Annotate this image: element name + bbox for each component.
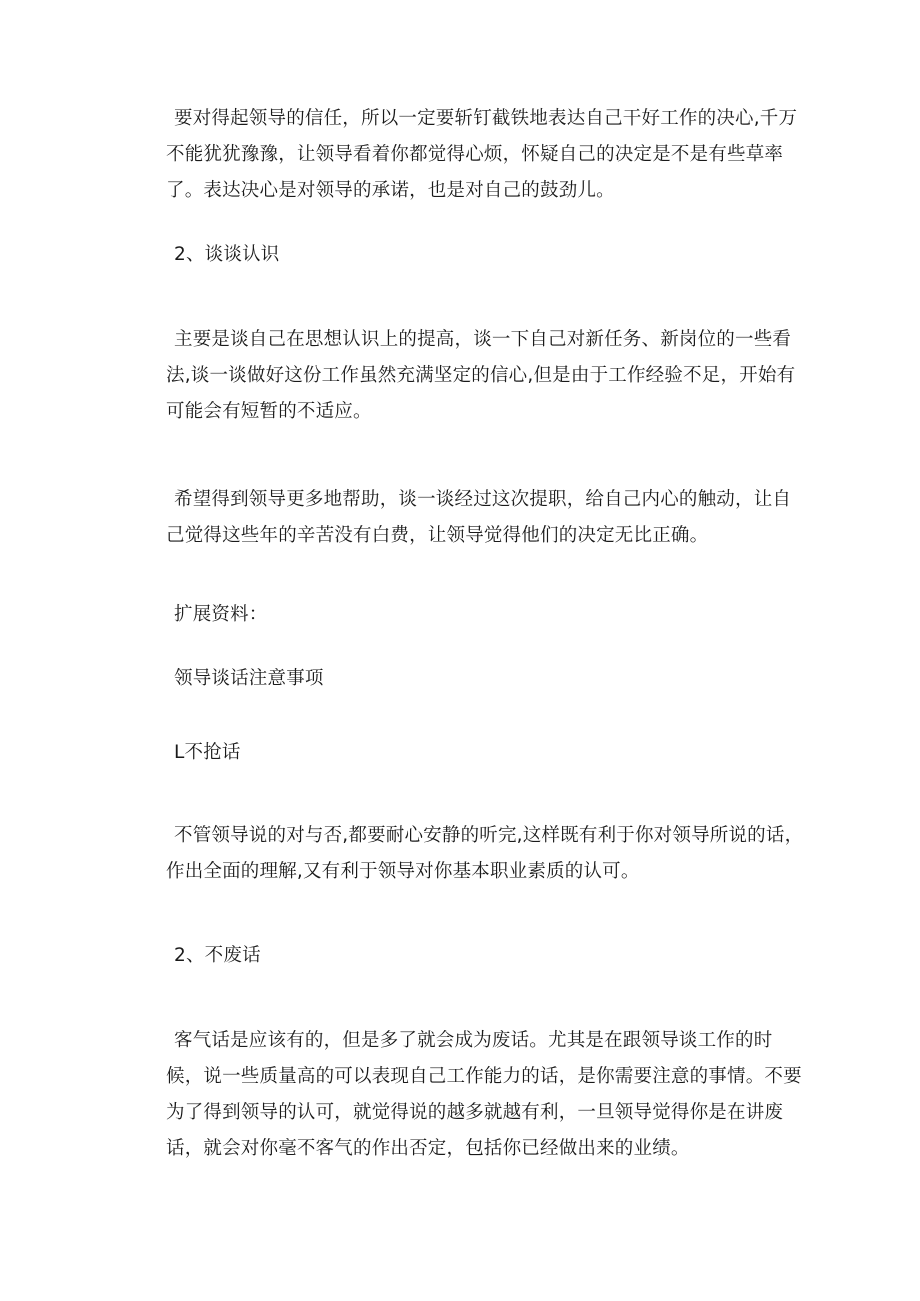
heading-talk-understanding: 2、谈谈认识 <box>174 244 280 265</box>
heading-talk-notes: 领导谈话注意事项 <box>174 668 324 689</box>
heading-no-nonsense: 2、不废话 <box>174 945 261 966</box>
paragraph-determination <box>166 101 806 209</box>
paragraph-hope-help <box>166 482 806 554</box>
paragraph-no-nonsense <box>166 1023 806 1167</box>
paragraph-text: 希望得到领导更多地帮助，谈一谈经过这次提职，给自己内心的触动，让自己觉得这些年的辛苦没有白费，让领导觉得他们的决定无比正确。 <box>166 489 792 546</box>
paragraph-text: 要对得起领导的信任，所以一定要斩钉截铁地表达自己干好工作的决心,千万不能犹犹豫豫，让领导看着你都觉得心烦，怀疑自己的决定是不是有些草率了。表达决心是对领导的承诺，也是对自己的鼓劲儿。 <box>166 108 798 201</box>
paragraph-text: 不管领导说的对与否,都要耐心安静的听完,这样既有利于你对领导所说的话，作出全面的理解,又有利于领导对你基本职业素质的认可。 <box>166 825 804 882</box>
heading-extended-material: 扩展资料： <box>174 604 268 625</box>
paragraph-no-interrupt <box>166 818 806 890</box>
paragraph-text: 客气话是应该有的，但是多了就会成为废话。尤其是在跟领导谈工作的时候，说一些质量高的可以表现自己工作能力的话，是你需要注意的事情。不要为了得到领导的认可，就觉得说的越多就越有利，一旦领导觉得你是在讲废话，就会对你毫不客气的作出否定，包括你已经做出来的业绩。 <box>166 1030 802 1159</box>
heading-no-interrupt: L不抢话 <box>174 742 241 763</box>
paragraph-understanding <box>166 322 806 430</box>
paragraph-text: 主要是谈自己在思想认识上的提高，谈一下自己对新任务、新岗位的一些看法,谈一谈做好这份工作虽然充满坚定的信心,但是由于工作经验不足，开始有可能会有短暂的不适应。 <box>166 329 796 422</box>
